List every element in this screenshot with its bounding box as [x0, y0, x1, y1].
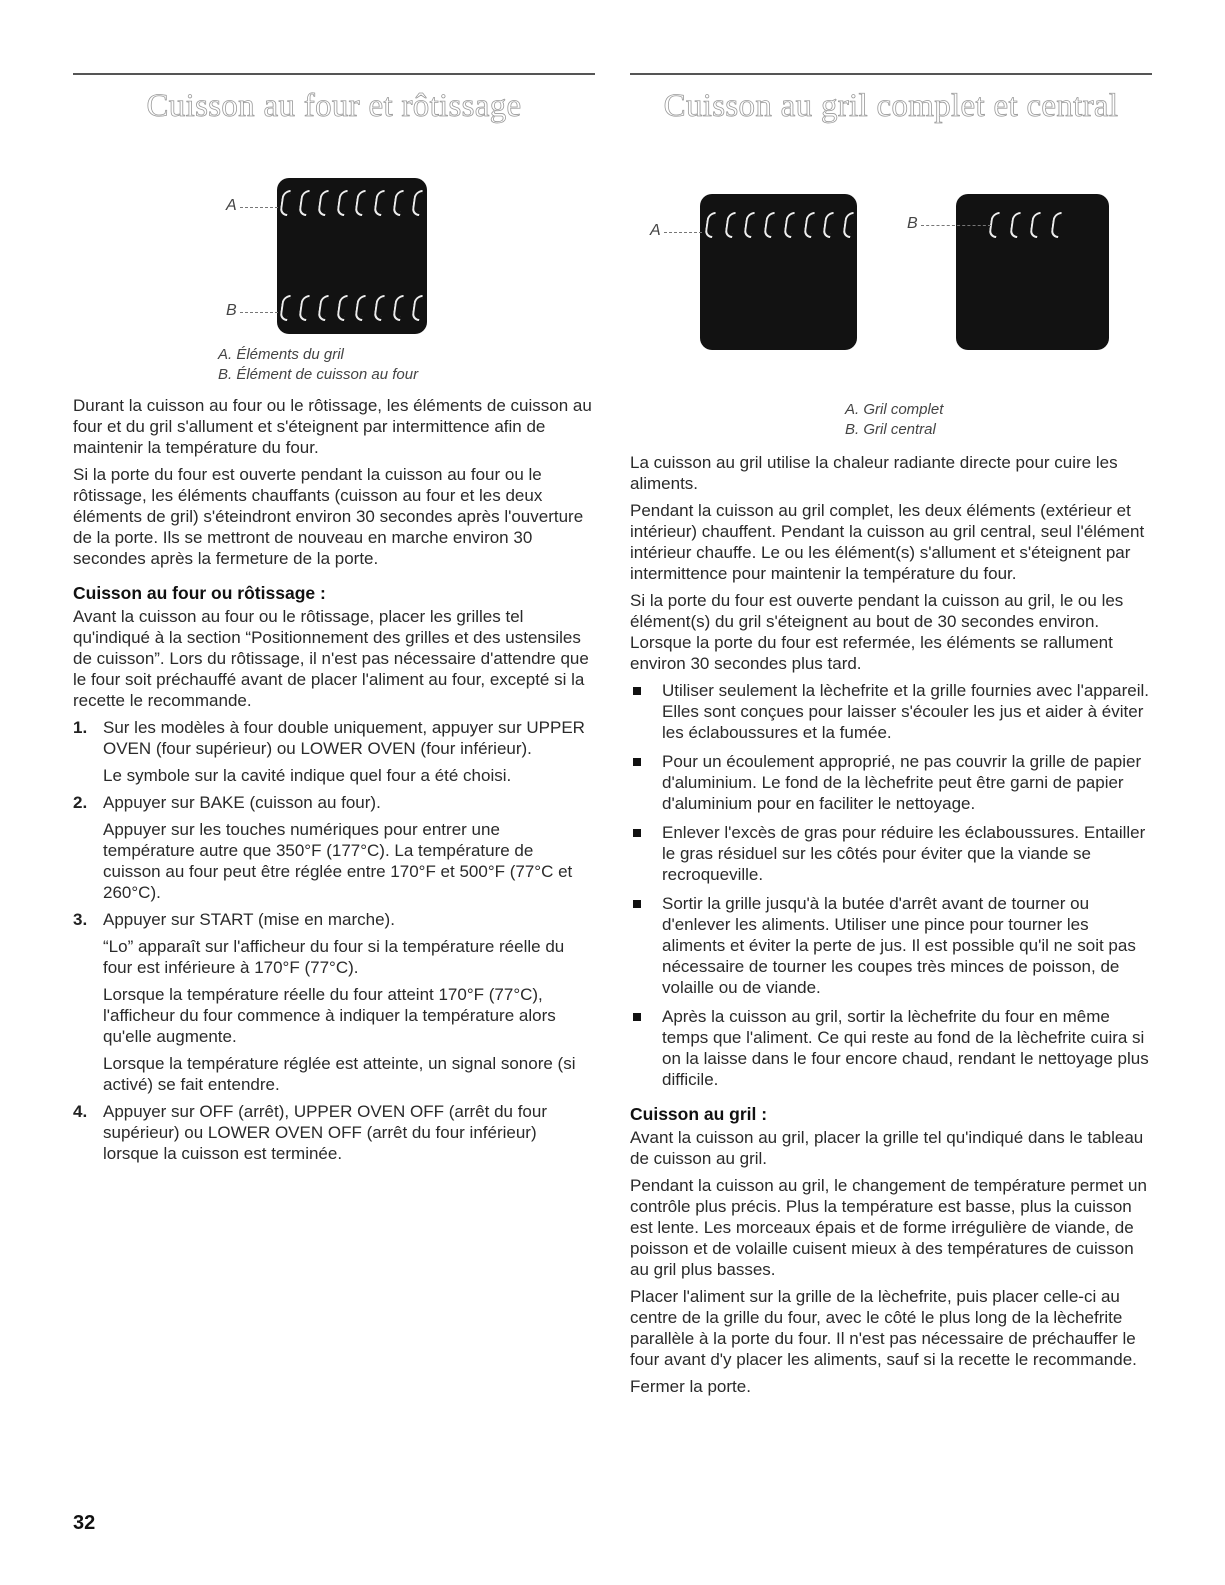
- bake-broil-elements-figure: [73, 130, 595, 345]
- step-item: [73, 792, 595, 903]
- step-text: Sur les modèles à four double uniquement, appuyer sur UPPER OVEN (four supérieur) ou LOWER OVEN (four inférieur).: [103, 718, 585, 758]
- leader-line-b: [921, 225, 991, 226]
- tips-list: [630, 680, 1152, 1090]
- step-item: [73, 1101, 595, 1164]
- page-number: 32: [73, 1512, 96, 1534]
- steps-list: [73, 717, 595, 1164]
- list-item: [630, 751, 1152, 814]
- leader-line-b: [240, 312, 278, 313]
- bake-element-coil: [281, 295, 421, 321]
- left-section-title: Cuisson au four et rôtissage: [146, 88, 522, 124]
- label-a: A: [226, 197, 237, 214]
- subheading-bake-roast: Cuisson au four ou rôtissage :: [73, 583, 326, 603]
- bullet-square-icon: [633, 758, 641, 766]
- step-number: 4.: [73, 1102, 88, 1121]
- list-item-text: Sortir la grille jusqu'à la butée d'arrêt avant de tourner ou d'enlever les aliments. Utiliser une pince pour tourner les aliments et éviter la perte de jus. Il est possible qu'il ne soit pas nécessaire de tourner les coupes très minces de poisson, de volaille ou de viande.: [662, 894, 1136, 997]
- label-b: B: [907, 215, 918, 232]
- list-item-text: Enlever l'excès de gras pour réduire les éclaboussures. Entailler le gras résiduel sur les côtés pour éviter que la viande se recroqueville.: [662, 823, 1146, 884]
- caption-line-b: B. Élément de cuisson au four: [218, 366, 419, 383]
- label-a: A: [650, 222, 661, 239]
- step-number: 2.: [73, 793, 88, 812]
- right-column: [630, 82, 1152, 1403]
- broil-modes-figure: [630, 130, 1152, 400]
- list-item-text: Pour un écoulement approprié, ne pas couvrir la grille de papier d'aluminium. Le fond de la lèchefrite peut être garni de papier d'aluminium pour en faciliter le nettoyage.: [662, 752, 1142, 813]
- step-number: 3.: [73, 910, 88, 929]
- step-text: “Lo” apparaît sur l'afficheur du four si la température réelle du four est inférieure à 170°F (77°C).: [103, 937, 565, 977]
- list-item: [630, 1006, 1152, 1090]
- step-text: Lorsque la température réglée est atteinte, un signal sonore (si activé) se fait entendre.: [103, 1054, 576, 1094]
- list-item-text: Après la cuisson au gril, sortir la lèchefrite du four en même temps que l'aliment. Ce qui reste au fond de la lèchefrite cuira si on la laisse dans le four encore chaud, rendant le nettoyage plus difficile.: [662, 1007, 1149, 1089]
- leader-line-a: [240, 207, 278, 208]
- subheading-broil: Cuisson au gril :: [630, 1104, 768, 1124]
- full-broil-coil: [706, 212, 852, 238]
- list-item: [630, 822, 1152, 885]
- bullet-square-icon: [633, 687, 641, 695]
- body-paragraph: Placer l'aliment sur la grille de la lèchefrite, puis placer celle-ci au centre de la grille du four, avec le côté le plus long de la lèchefrite parallèle à la porte du four. Il n'est pas nécessaire de préchauffer le four avant d'y placer les aliments, sauf si la recette le recommande.: [630, 1287, 1137, 1369]
- intro-paragraph: La cuisson au gril utilise la chaleur radiante directe pour cuire les aliments.: [630, 453, 1118, 493]
- list-item: [630, 680, 1152, 743]
- bullet-square-icon: [633, 1013, 641, 1021]
- left-top-rule: [73, 73, 595, 75]
- right-top-rule: [630, 73, 1152, 75]
- body-paragraph: Pendant la cuisson au gril, le changement de température permet un contrôle plus précis. Plus la température est basse, plus la cuisson est lente. Les morceaux épais et de forme irrégulière de viande, de poisson et de volaille cuisent mieux à des températures de cuisson au gril plus basses.: [630, 1176, 1147, 1279]
- bullet-square-icon: [633, 900, 641, 908]
- step-text: Appuyer sur OFF (arrêt), UPPER OVEN OFF (arrêt du four supérieur) ou LOWER OVEN OFF (arrêt du four inférieur) lorsque la cuisson est terminée.: [103, 1102, 547, 1163]
- left-figure-caption: [73, 345, 595, 385]
- caption-line-a: A. Éléments du gril: [218, 346, 344, 363]
- right-section-title: Cuisson au gril complet et central: [663, 88, 1119, 124]
- step-item: [73, 717, 595, 786]
- step-text: Le symbole sur la cavité indique quel four a été choisi.: [103, 766, 512, 785]
- step-text: Appuyer sur les touches numériques pour entrer une température autre que 350°F (177°C). La température de cuisson au four peut être réglée entre 170°F et 500°F (77°C et 260°C).: [103, 820, 573, 902]
- list-item-text: Utiliser seulement la lèchefrite et la grille fournies avec l'appareil. Elles sont conçues pour laisser s'écouler les jus et aider à éviter les éclaboussures et la fumée.: [662, 681, 1150, 742]
- caption-line-b: B. Gril central: [845, 421, 936, 438]
- caption-line-a: A. Gril complet: [845, 401, 944, 418]
- step-text: Appuyer sur BAKE (cuisson au four).: [103, 793, 381, 812]
- body-paragraph: Avant la cuisson au gril, placer la grille tel qu'indiqué dans le tableau de cuisson au gril.: [630, 1128, 1144, 1168]
- intro-paragraph: Si la porte du four est ouverte pendant la cuisson au gril, le ou les élément(s) du gril s'éteignent au bout de 30 secondes environ. Lorsque la porte du four est refermée, les éléments se rallument environ 30 secondes plus tard.: [630, 591, 1124, 673]
- list-item: [630, 893, 1152, 998]
- bullet-square-icon: [633, 829, 641, 837]
- broil-elements-coil: [281, 190, 421, 216]
- step-item: [73, 909, 595, 1095]
- intro-paragraph: Si la porte du four est ouverte pendant la cuisson au four ou le rôtissage, les éléments chauffants (cuisson au four et les deux éléments de gril) s'éteindront environ 30 secondes après l'ouverture de la porte. Ils se mettront de nouveau en marche environ 30 secondes après la fermeture de la porte.: [73, 465, 584, 568]
- right-figure-caption: [630, 400, 1152, 440]
- intro-paragraph: Pendant la cuisson au gril complet, les deux éléments (extérieur et intérieur) chauffent. Pendant la cuisson au gril central, seul l'élément intérieur chauffe. Le ou les élément(s) s'allument et s'éteignent par intermittence pour maintenir la température du four.: [630, 501, 1145, 583]
- step-text: Appuyer sur START (mise en marche).: [103, 910, 395, 929]
- body-paragraph: Fermer la porte.: [630, 1377, 751, 1396]
- center-broil-coil: [990, 212, 1060, 238]
- left-column: [73, 82, 595, 1170]
- step-number: 1.: [73, 718, 88, 737]
- leader-line-a: [664, 232, 702, 233]
- subheading-intro-paragraph: Avant la cuisson au four ou le rôtissage, placer les grilles tel qu'indiqué à la section “Positionnement des grilles et des ustensiles de cuisson”. Lors du rôtissage, il n'est pas nécessaire d'attendre que le four soit préchauffé avant de placer l'aliment au four, excepté si la recette le recommande.: [73, 607, 589, 710]
- intro-paragraph: Durant la cuisson au four ou le rôtissage, les éléments de cuisson au four et du gril s'allument et s'éteignent par intermittence afin de maintenir la température du four.: [73, 396, 592, 457]
- step-text: Lorsque la température réelle du four atteint 170°F (77°C), l'afficheur du four commence à indiquer la température alors qu'elle augmente.: [103, 985, 556, 1046]
- label-b: B: [226, 302, 237, 319]
